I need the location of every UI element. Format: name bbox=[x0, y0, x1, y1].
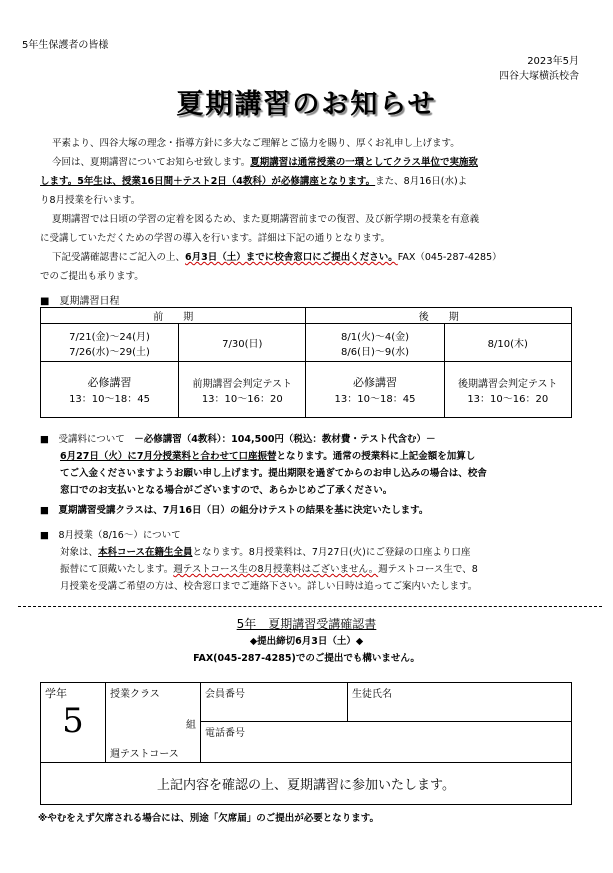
august-line-2: 振替にて頂戴いたします。週テストコース生の8月授業料はございません。週テストコース生で、8 bbox=[60, 564, 478, 575]
form-fax-note: FAX(045-287-4285)でのご提出でも構いません。 bbox=[193, 653, 420, 664]
grade-label: 学年 bbox=[45, 687, 67, 700]
student-name-label: 生徒氏名 bbox=[352, 689, 392, 700]
intro-text bbox=[40, 134, 580, 286]
schedule-dates-3: 8/1(火)～4(金) 8/6(日)～9(水) bbox=[306, 324, 444, 362]
intro-line-5: 夏期講習では日頃の学習の定着を図るため、また夏期講習前までの復習、及び新学期の授業を有意義 bbox=[52, 214, 480, 225]
first-half-header: 前 期 bbox=[41, 308, 306, 324]
august-heading: ■ 8月授業（8/16～）について bbox=[40, 530, 181, 541]
august-line-1: 対象は、本科コース在籍生全員となります。8月授業料は、7月27日(火)にご登録の口座より口座 bbox=[60, 547, 471, 558]
fee-line-1: ■ 受講料について －必修講習（4教科）：104,500円（税込：教材費・テスト代含む）－ bbox=[40, 434, 436, 445]
weekly-course-label: 週テストコース bbox=[110, 749, 179, 760]
intro-line-6: に受講していただくための学習の導入を行います。詳細は下記の通りとなります。 bbox=[40, 233, 390, 244]
schedule-cell-2: 前期講習会判定テスト 13：10～16：20 bbox=[179, 362, 306, 418]
schedule-dates-2: 7/30(日) bbox=[179, 324, 306, 362]
form-title: 5年 夏期講習受講確認書 bbox=[236, 617, 377, 631]
intro-line-2: 今回は、夏期講習についてお知らせ致します。夏期講習は通常授業の一環としてクラス単位で実施致 bbox=[52, 157, 478, 168]
grade-value: 5 bbox=[62, 701, 84, 741]
recipient: 5年生保護者の皆様 bbox=[22, 40, 109, 51]
fee-line-2: 6月27日（火）に7月分授業料と合わせて口座振替となります。通常の授業料に上記金額を加算し bbox=[60, 451, 476, 462]
second-half-header: 後 期 bbox=[306, 308, 572, 324]
intro-line-1: 平素より、四谷大塚の理念・指導方針に多大なご理解とご協力を賜り、厚くお礼申し上げます。 bbox=[52, 138, 460, 149]
page-title: 夏期講習のお知らせ bbox=[176, 89, 437, 120]
fee-line-4: 窓口でのお支払いとなる場合がございますので、あらかじめご了承ください。 bbox=[60, 485, 393, 496]
class-note: ■ 夏期講習受講クラスは、7月16日（日）の組分けテストの結果を基に決定いたします。 bbox=[40, 505, 429, 516]
member-number-field[interactable] bbox=[201, 683, 348, 722]
class-label: 授業クラス bbox=[110, 689, 160, 700]
intro-line-8: でのご提出も承ります。 bbox=[40, 271, 144, 282]
schedule-heading: ■ 夏期講習日程 bbox=[40, 296, 120, 307]
class-cell[interactable] bbox=[106, 683, 201, 763]
august-section bbox=[40, 527, 585, 595]
intro-line-3: します。5年生は、授業16日間＋テスト2日（4教科）が必修講座となります。また、8月16日(水)よ bbox=[40, 176, 468, 187]
phone-number-label: 電話番号 bbox=[205, 727, 245, 739]
confirmation-form bbox=[40, 682, 572, 805]
intro-line-4: り8月授業を行います。 bbox=[40, 195, 141, 206]
august-line-3: 月授業を受講ご希望の方は、校舎窓口までご連絡下さい。詳しい日時は追ってご案内いたします。 bbox=[60, 581, 478, 592]
schedule-cell-3: 必修講習 13：10～18：45 bbox=[306, 362, 444, 418]
student-name-field[interactable] bbox=[348, 683, 572, 722]
intro-line-7: 下記受講確認書にご記入の上、6月3日（土）までに校舎窓口にご提出ください。FAX（045-287-4285） bbox=[52, 252, 502, 263]
fee-line-3: てご入金くださいますようお願い申し上げます。提出期限を過ぎてからのお申し込みの場合は、校舎 bbox=[60, 468, 487, 479]
school-name: 四谷大塚横浜校舎 bbox=[499, 71, 579, 82]
grade-cell bbox=[41, 683, 106, 763]
form-deadline: ◆提出締切6月3日（土）◆ bbox=[249, 636, 364, 647]
schedule-table bbox=[40, 307, 572, 418]
footer-note: ※やむをえず欠席される場合には、別途「欠席届」のご提出が必要となります。 bbox=[38, 813, 379, 824]
schedule-dates-1: 7/21(金)～24(月) 7/26(水)～29(土) bbox=[41, 324, 179, 362]
phone-number-field[interactable] bbox=[201, 721, 572, 762]
member-number-label: 会員番号 bbox=[205, 689, 245, 700]
schedule-dates-4: 8/10(木) bbox=[444, 324, 571, 362]
kumi-label: 組 bbox=[186, 720, 196, 731]
confirmation-statement: 上記内容を確認の上、夏期講習に参加いたします。 bbox=[41, 763, 572, 805]
schedule-cell-1: 必修講習 13：10～18：45 bbox=[41, 362, 179, 418]
schedule-cell-4: 後期講習会判定テスト 13：10～16：20 bbox=[444, 362, 571, 418]
cut-line bbox=[18, 606, 602, 607]
fee-section bbox=[40, 431, 585, 499]
date: 2023年5月 bbox=[527, 56, 579, 67]
